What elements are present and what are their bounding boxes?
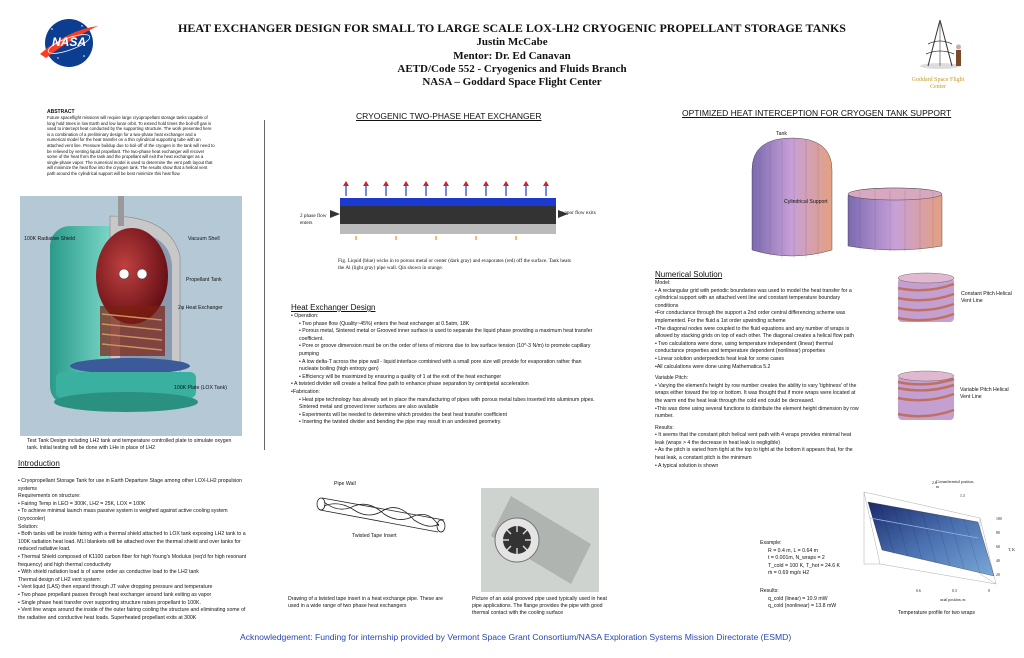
nasa-logo [38,14,100,72]
result-line: q_cold (linear) = 10.9 mW [768,595,828,602]
intro-line: Thermal design of LH2 vent system: [18,576,102,583]
label-tank: Tank [776,131,787,137]
intro-line: • Cryopropellant Storage Tank for use in Earth Departure Stage among other LOX-LH2 propulsion systems [18,478,243,492]
intro-line: • Single phase heat transfer over supporting structure raises propellant to 100K. [18,599,201,606]
label-variable-pitch: Variable Pitch Helical Vent Line [960,387,1009,400]
plot-label-t: T, K [1008,547,1016,552]
numerical-line: Variable Pitch: [655,375,689,382]
label-plate: 100K Plate (LOX Tank) [174,385,227,391]
numerical-line: • A rectangular grid with periodic boundaries was used to model the heat transfer for a cylindrical support with an attached vent line and constant temperature boundary conditions [655,287,852,309]
tank-figure-caption: Test Tank Design including LH2 tank and temperature controlled plate to simulate oxygen tank. Initial testing will be done with LHe in place of LH2 [27,438,232,451]
introduction-list [18,478,250,656]
twisted-tape-caption: Drawing of a twisted tape insert in a heat exchange pipe. These are used in a wide range of two phase heat exchangers [288,596,444,609]
label-vacuum-shell: Vacuum Shell [188,236,220,242]
plot-label-axial: axial position, m [940,598,966,602]
intro-line: • Thermal Shield composed of K1100 carbon fiber for high Young's Modulus (req'd for high resonant frequency) and high thermal conductivity [18,553,247,568]
numerical-line: • As the pitch is varied from tight at the top to tight at the bottom it appears that, for the heat leak, a constant pitch is the minimum [655,447,853,462]
label-constant-pitch: Constant Pitch Helical Vent Line [961,291,1012,304]
two-phase-caption: Fig. Liquid (blue) wicks in to porous metal or center (dark gray) and evaporates (red) off the surface. Tank heats the Al (light gray) pipe wall. Qin shown in orange. [338,258,571,271]
results-block [760,588,860,611]
abstract-heading: ABSTRACT [47,109,75,115]
axial-tick-label: 0 [988,589,990,593]
intro-line: • Vent liquid (LAS) then expand through JT valve dropping pressure and temperature [18,584,213,591]
abstract-text: Future spaceflight missions will require large cryopropellant storage tanks capable of long hold times in low Earth and low lunar orbit. To extend hold times the boil-off gas is used to intercept heat conducted by the supporting structure. The work presented here is a combination of a preliminary design for a two-phase heat exchanger and a numerical model for the heat transfer on a thin cylindrical supporting tube with an attached vent line. Pressure buildup due to boil-off of the cryogen in the tank will need to be relieved by venting liquid propellant. The two-phase heat exchanger will recover some of the heat from the tank and the propellant will exit the heat exchanger as a single-phase vapor. The numerical model is used to determine the vent path layout that will minimize the heat flow into the cryogen tank. The results show that a helical vent path around the cylindrical support will be best minimize this heat flow. [47,115,215,176]
example-line: t = 0.001m, N_wraps = 2 [768,555,825,562]
numerical-line: •This was done using several functions to distribute the element height dimension by row number. [655,405,859,420]
example-heading: Example: [760,540,782,546]
label-cylindrical-support: Cylindrical Support [784,199,828,205]
poster-title: HEAT EXCHANGER DESIGN FOR SMALL TO LARGE SCALE LOX-LH2 CRYOGENIC PROPELLANT STORAGE TANKS [178,21,846,35]
hx-item: • Experiments will be needed to determine which provides the best heat transfer coefficient [299,411,507,418]
z-tick-label: 60 [996,545,1000,549]
numerical-line: •All calculations were done using Mathematica 5.2 [655,363,771,370]
hx-item: • Pore or groove dimension must be on the order of tens of microns due to low surface tension (10^-3 N/m) to promote capillary pumping [299,343,591,357]
label-two-phase-in: 2 phase flow enters [300,213,327,226]
numerical-line: • A typical solution is shown [655,462,719,469]
label-vapor-out: vapor flow exits [562,210,596,216]
hx-item: • A twisted divider will create a helical flow path to enhance phase separation by centripetal acceleration [291,381,529,388]
gsfc-logo [918,14,968,74]
two-phase-diagram [296,180,596,240]
center-name: NASA – Goddard Space Flight Center [422,76,602,88]
label-pipe-wall: Pipe Wall [334,481,356,487]
numerical-heading: Numerical Solution [655,270,723,279]
z-tick-label: 40 [996,559,1000,563]
author-name: Justin McCabe [476,36,548,48]
result-line: q_cold (nonlinear) = 13.8 mW [768,603,837,610]
circ-tick-label: 1.3 [960,494,965,498]
hx-item: • Two phase flow (Quality~45%) enters the heat exchanger at 0.5atm, 18K [299,320,470,327]
intro-line: • To achieve minimal launch mass passive system is weighed against active cooling system (cryocooler) [18,508,228,522]
results-heading: Results: [760,588,779,594]
hx-item: • Porous metal, Sintered metal or Grooved inner surface is used to separate the liquid phase providing a maximum heat transfer coefficient. [299,328,593,342]
column-divider [264,120,265,450]
numerical-line: Model: [655,280,671,286]
hx-item: • Heat pipe technology has already set in place the manufacturing of pipes with porous metal tubes inserted into aluminum pipes. Sintered metal and grooved inner surfaces are also available [299,396,595,411]
intro-line: Solution: [18,523,39,530]
axial-tick-label: 0.6 [916,589,921,593]
intro-line: • Both tanks will be inside fairing with a thermal shield attached to LOX tank exposing LH2 tank to a 100K radiation heat load. MLI blankets will be attached over the thermal shield and over tanks for reduced radiative load. [18,531,246,553]
constant-pitch-render [896,272,956,328]
label-heat-exchanger: 2φ Heat Exchanger [178,305,223,311]
numerical-line: •For conductance through the support a 2nd order central differencing scheme was implemented. For the fluid a 1st order upwinding scheme [655,310,846,324]
numerical-line: • Varying the element's height by row number creates the ability to vary 'tightness' of the wraps either toward the top or bottom. It was thought that if more wraps were located at the warm end the heat leak through the cold end could be decreased. [655,382,857,404]
numerical-line: • Linear solution underpredicts heat leak for some cases [655,355,784,362]
example-line: R = 0.4 m, L = 0.64 m [768,547,818,554]
numerical-line: •The diagonal nodes were coupled to the fluid equations and any number of wraps is allowed by stacking grids on top of each other. The diagonal creates a helical flow path [655,325,854,340]
grooved-pipe-photo [481,488,599,592]
temperature-profile-plot [860,478,1010,596]
variable-pitch-render [896,370,956,426]
two-phase-heading: CRYOGENIC TWO-PHASE HEAT EXCHANGER [356,111,542,121]
intro-line: • Vent line wraps around the inside of the outer fairing cooling the structure and eliminating some of the radiative and conductive heat loads. Superheated propellant exits at 300K [18,607,246,621]
optimized-heading: OPTIMIZED HEAT INTERCEPTION FOR CRYOGEN TANK SUPPORT [682,108,952,118]
hx-item: • Inserting the twisted divider and bending the pipe may result in an undesired geometry. [299,419,502,426]
hx-design-heading: Heat Exchanger Design [291,303,376,312]
label-propellant-tank: Propellant Tank [186,277,222,283]
hx-item: • Operation: [291,313,319,319]
plot-z-ticks [996,512,1002,582]
mentor-name: Mentor: Dr. Ed Canavan [453,50,571,62]
numerical-line: Results: [655,424,674,431]
z-tick-label: 100 [996,517,1002,521]
plot-label-circ: Circumferential position, m [936,480,975,489]
numerical-line: • Two calculations were done, using temperature independent (linear) thermal conductance properties and temperature dependent (nonlinear) properties [655,340,833,355]
axial-tick-label: 0.3 [952,589,957,593]
acknowledgement: Acknowledgement: Funding for internship provided by Vermont Space Grant Consortium/NASA Exploration Systems Mission Directorate (ESMD) [240,632,792,642]
numerical-line: • It seems that the constant pitch helical vent path with 4 wraps provides minimal heat leak (wraps > 4 the decrease in heat leak is negligible) [655,432,852,446]
introduction-heading: Introduction [18,459,60,468]
example-line: T_cold = 100 K, T_hot = 24.6 K [768,562,841,569]
circ-tick-label: 2.6 [932,481,937,485]
intro-line: Requirements on structure: [18,493,81,500]
numerical-list [655,280,859,470]
example-block [760,540,860,578]
branch-name: AETD/Code 552 - Cryogenics and Fluids Branch [397,63,627,75]
nasa-logo-text: NASA [51,35,86,49]
hx-item: • Efficiency will be maximized by ensuring a quality of 1 at the exit of the heat exchanger [299,373,502,380]
grooved-pipe-caption: Picture of an axial grooved pipe used typically used in heat pipe applications. The flange provides the pipe with good thermal contact with the cooling surface [472,596,607,616]
hx-design-list [291,313,595,427]
intro-line: • Fairing Temp in LEO = 300K, LH2 = 25K, LOX = 100K [18,500,146,507]
twisted-tape-diagram [314,488,464,538]
label-radiative-shield: 100K Radiative Shield [24,236,76,242]
label-twisted-tape: Twisted Tape Insert [352,533,397,539]
gsfc-label: Goddard Space Flight Center [911,77,965,90]
tank-support-render [730,132,950,264]
z-tick-label: 20 [996,573,1000,577]
hx-item: •Fabrication: [291,388,320,395]
test-tank-figure [20,196,242,436]
example-line: ṁ = 0.69 mg/s H2 [768,570,810,577]
intro-line: • Two phase propellant passes through heat exchanger around tank exiting as vapor [18,591,212,598]
hx-item: • A low delta-T across the pipe wall - liquid interface combined with a small pore size will provide for evaporation rather than nucleate boiling (high entropy gen) [299,358,582,373]
z-tick-label: 80 [996,531,1000,535]
intro-line: • With shield radiation load is of same order as conductive load to the LH2 tank [18,569,199,576]
temperature-plot-caption: Temperature profile for two wraps [898,610,975,616]
